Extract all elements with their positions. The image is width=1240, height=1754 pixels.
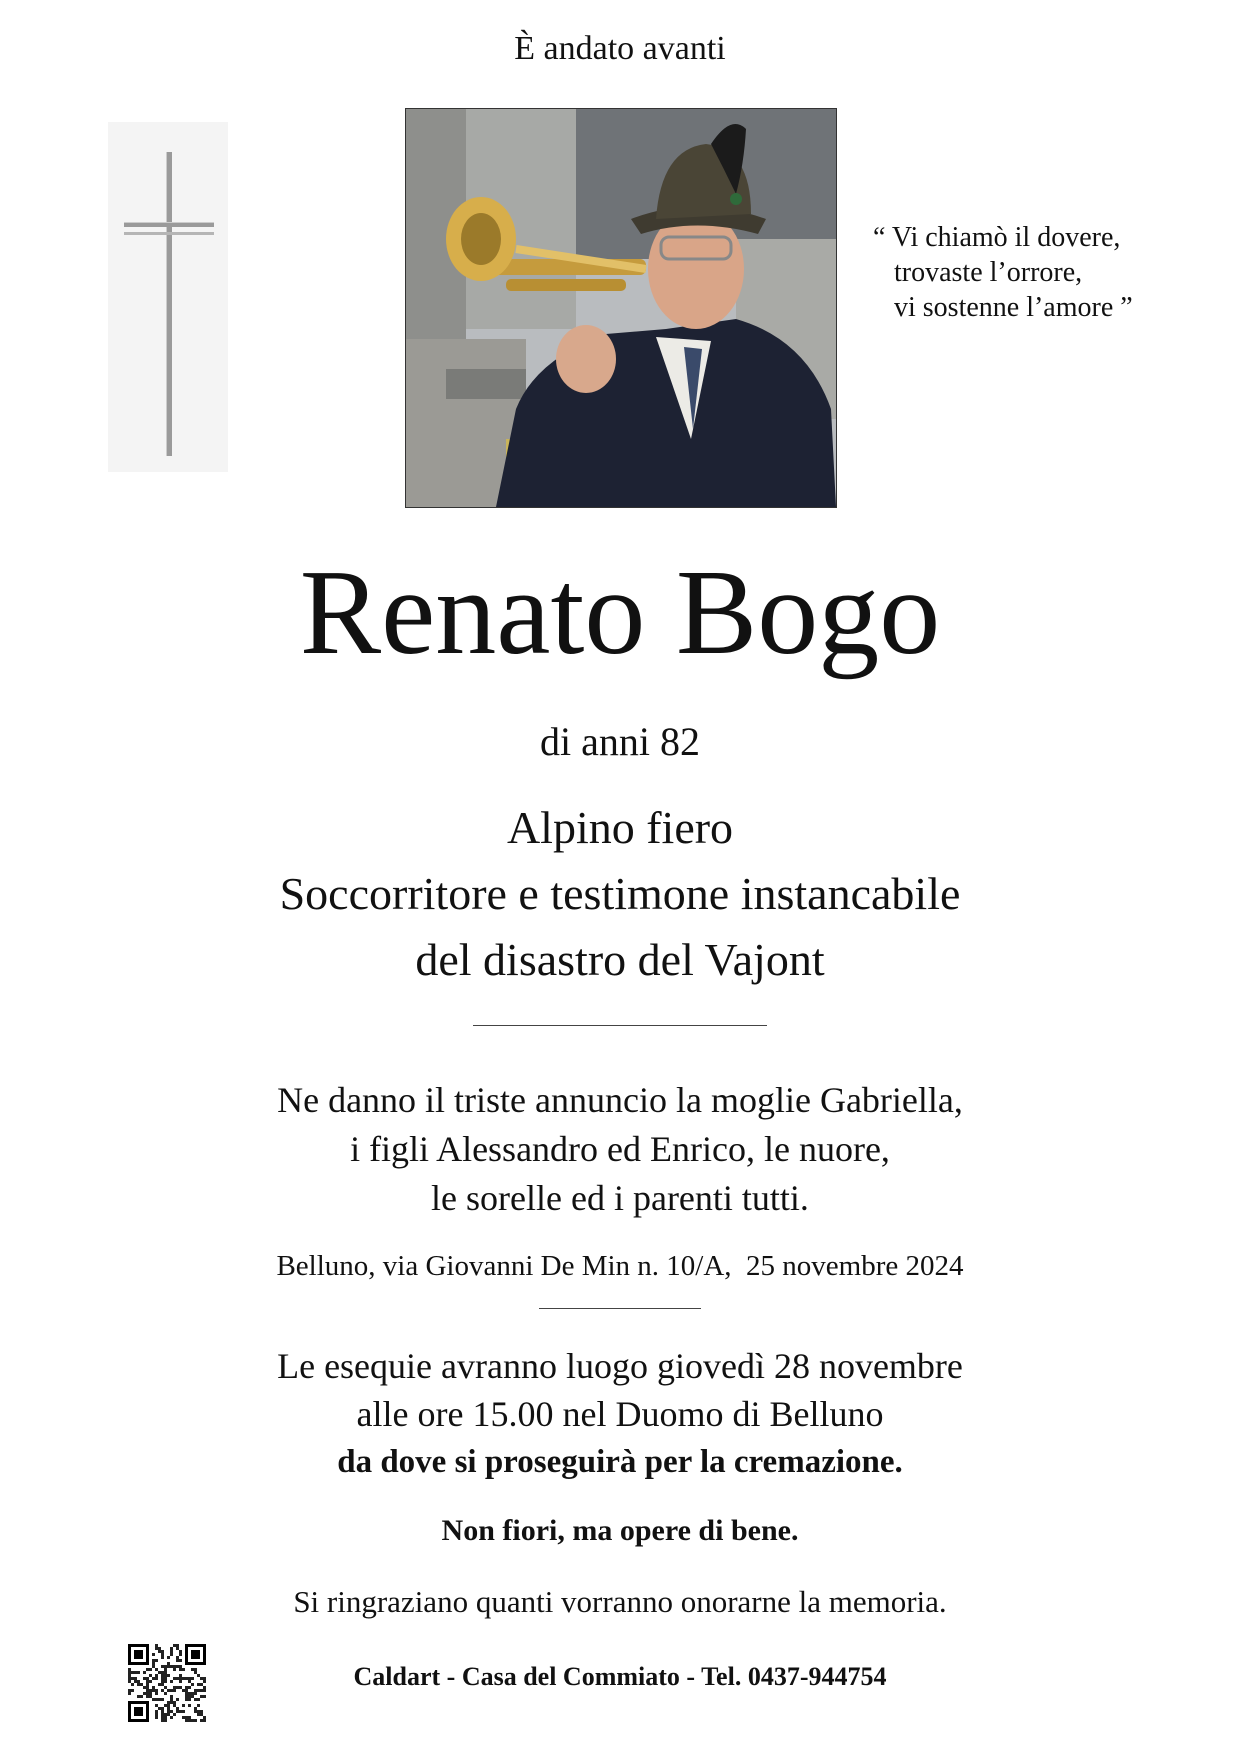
deceased-name: Renato Bogo	[299, 545, 941, 680]
announcement-line: le sorelle ed i parenti tutti.	[431, 1178, 809, 1218]
portrait-photo	[405, 108, 837, 508]
announcement-line: Ne danno il triste annuncio la moglie Gabriella,	[277, 1080, 963, 1120]
divider	[473, 1025, 767, 1026]
address-date: Belluno, via Giovanni De Min n. 10/A, 25 novembre 2024	[276, 1250, 964, 1282]
flowers-note: Non fiori, ma opere di bene.	[441, 1514, 799, 1547]
footer-contact: Caldart - Casa del Commiato - Tel. 0437-944754	[353, 1662, 887, 1691]
funeral-line-bold: da dove si proseguirà per la cremazione.	[337, 1444, 903, 1480]
quote-text: “ Vi chiamò il dovere, trovaste l’orrore, vi sostenne l’amore ”	[873, 222, 1133, 323]
announcement-line: i figli Alessandro ed Enrico, le nuore,	[350, 1129, 890, 1169]
thanks-text: Si ringraziano quanti vorranno onorarne la memoria.	[293, 1584, 947, 1619]
tagline-line: Soccorritore e testimone instancabile	[279, 868, 961, 919]
age-text: di anni 82	[540, 719, 700, 764]
divider	[539, 1308, 701, 1309]
funeral-line: Le esequie avranno luogo giovedì 28 novembre	[277, 1346, 963, 1386]
header-title: È andato avanti	[514, 30, 726, 67]
tagline-line: Alpino fiero	[506, 802, 734, 853]
cross-icon	[108, 122, 228, 472]
tagline-line: del disastro del Vajont	[415, 934, 825, 985]
funeral-line: alle ore 15.00 nel Duomo di Belluno	[356, 1394, 884, 1434]
